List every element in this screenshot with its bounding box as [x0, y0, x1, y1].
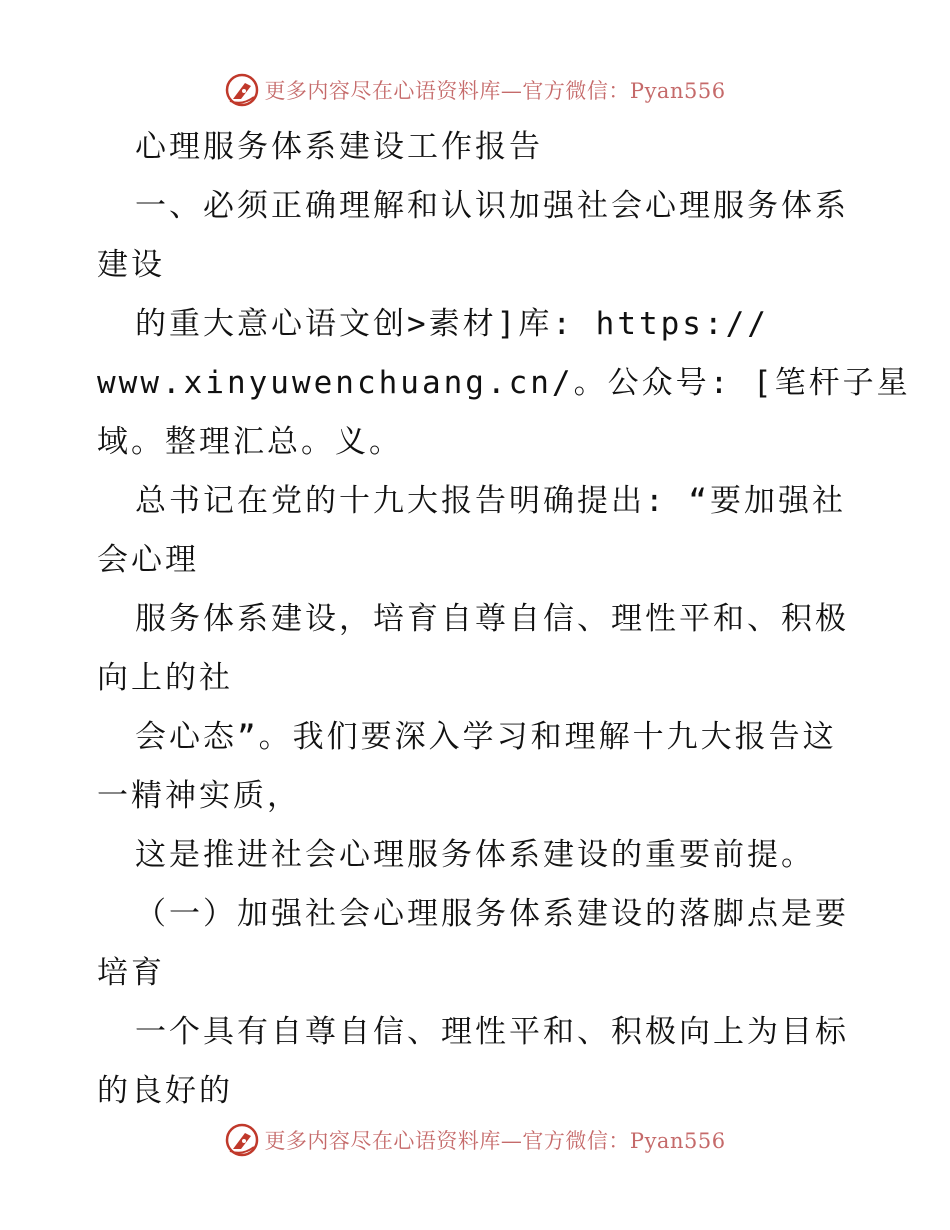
doc-line: www.xinyuwenchuang.cn/。公众号: [笔杆子星 — [97, 365, 911, 401]
doc-line: 总书记在党的十九大报告明确提出: “要加强社 — [135, 483, 846, 519]
banner-text: 更多内容尽在心语资料库—官方微信：Pyan556 — [264, 1129, 726, 1153]
doc-line: 一精神实质， — [97, 778, 301, 814]
doc-line: 服务体系建设，培育自尊自信、理性平和、积极 — [135, 601, 849, 637]
header-banner — [0, 70, 950, 110]
doc-line: 域。整理汇总。义。 — [97, 424, 403, 460]
section-heading: 一、必须正确理解和认识加强社会心理服务体系 — [135, 188, 849, 224]
banner-text: 更多内容尽在心语资料库—官方微信：Pyan556 — [264, 79, 726, 103]
subsection-heading: （一）加强社会心理服务体系建设的落脚点是要 — [135, 896, 849, 932]
document-body — [97, 122, 911, 1125]
doc-title: 心理服务体系建设工作报告 — [135, 129, 543, 165]
doc-line: 建设 — [97, 247, 165, 283]
doc-line: 会心态”。我们要深入学习和理解十九大报告这 — [135, 719, 837, 755]
doc-line: 会心理 — [97, 542, 199, 578]
doc-line: 向上的社 — [97, 660, 233, 696]
doc-line: 的良好的 — [97, 1073, 233, 1109]
doc-line: 这是推进社会心理服务体系建设的重要前提。 — [135, 837, 815, 873]
footer-banner — [0, 1120, 950, 1160]
doc-line: 的重大意心语文创>素材]库: https:// — [135, 306, 769, 342]
doc-line: 培育 — [97, 955, 165, 991]
pen-nib-logo — [224, 1122, 260, 1158]
pen-nib-logo — [224, 72, 260, 108]
doc-line: 一个具有自尊自信、理性平和、积极向上为目标 — [135, 1014, 849, 1050]
